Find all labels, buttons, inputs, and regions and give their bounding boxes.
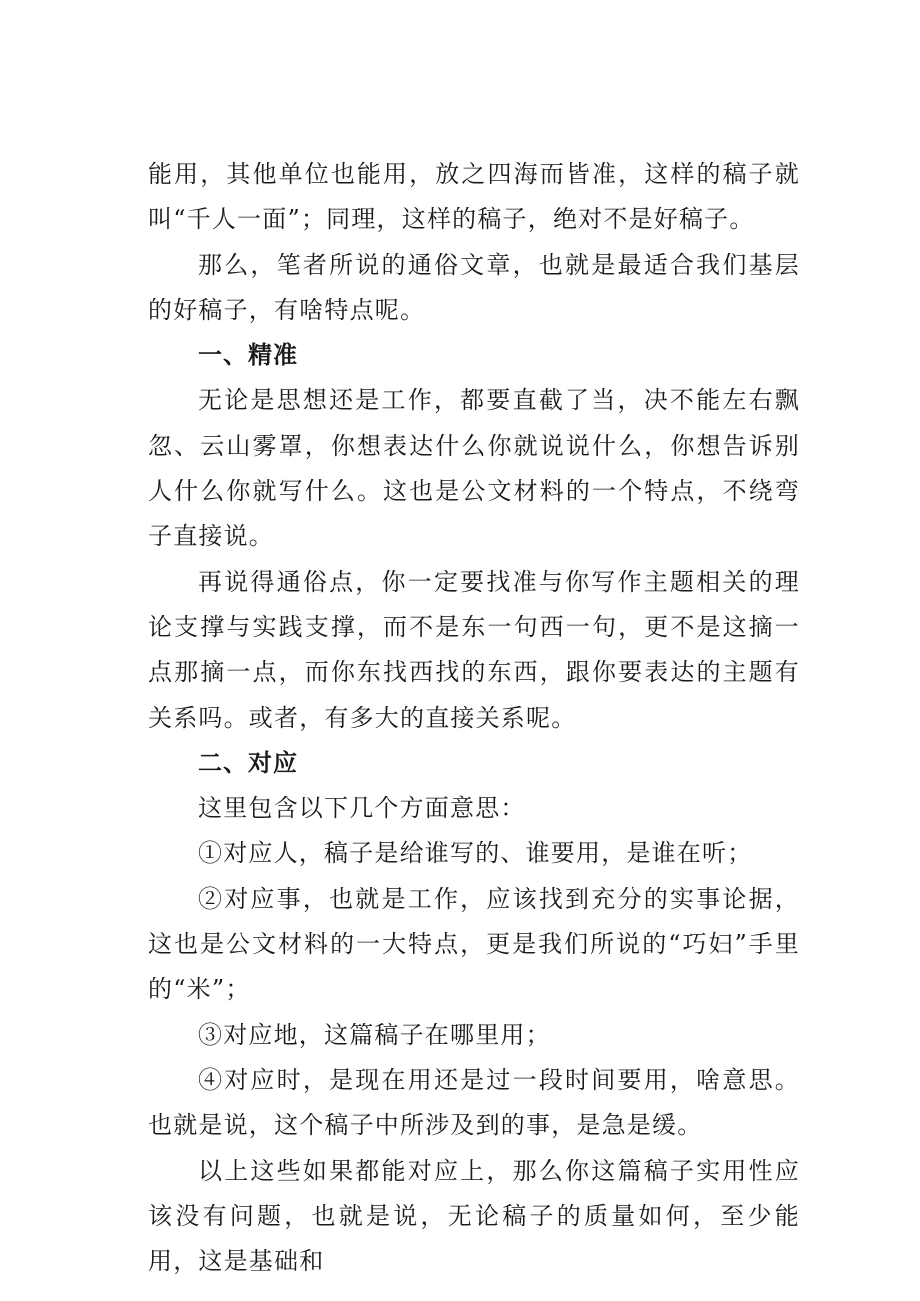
paragraph-conclusion: 以上这些如果都能对应上，那么你这篇稿子实用性应该没有问题，也就是说，无论稿子的质量如何，至少能用，这是基础和 — [148, 1156, 800, 1276]
paragraph-precision-2: 再说得通俗点，你一定要找准与你写作主题相关的理论支撑与实践支撑，而不是东一句西一句，更不是这摘一点那摘一点，而你东找西找的东西，跟你要表达的主题有关系吗。或者，有多大的直接关系呢。 — [148, 567, 800, 732]
paragraph-precision-1: 无论是思想还是工作，都要直截了当，决不能左右飘忽、云山雾罩，你想表达什么你就说说什么，你想告诉别人什么你就写什么。这也是公文材料的一个特点，不绕弯子直接说。 — [148, 386, 800, 551]
list-item-place: ③对应地，这篇稿子在哪里用； — [198, 1020, 551, 1049]
article-body — [148, 152, 800, 1284]
list-item-time: ④对应时，是现在用还是过一段时间要用，啥意思。也就是说，这个稿子中所涉及到的事，是急是缓。 — [148, 1065, 800, 1140]
paragraph-continuation: 能用，其他单位也能用，放之四海而皆准，这样的稿子就叫“千人一面”；同理，这样的稿子，绝对不是好稿子。 — [148, 160, 800, 234]
paragraph-question: 那么，笔者所说的通俗文章，也就是最适合我们基层的好稿子，有啥特点呢。 — [148, 250, 800, 324]
section-heading-correspondence: 二、对应 — [198, 748, 298, 777]
list-item-matter: ②对应事，也就是工作，应该找到充分的实事论据，这也是公文材料的一大特点，更是我们所说的“巧妇”手里的“米”； — [148, 884, 800, 1004]
list-item-person: ①对应人，稿子是给谁写的、谁要用，是谁在听； — [198, 839, 753, 868]
section-heading-precision: 一、精准 — [198, 341, 298, 370]
paragraph-correspondence-intro: 这里包含以下几个方面意思： — [198, 794, 526, 823]
